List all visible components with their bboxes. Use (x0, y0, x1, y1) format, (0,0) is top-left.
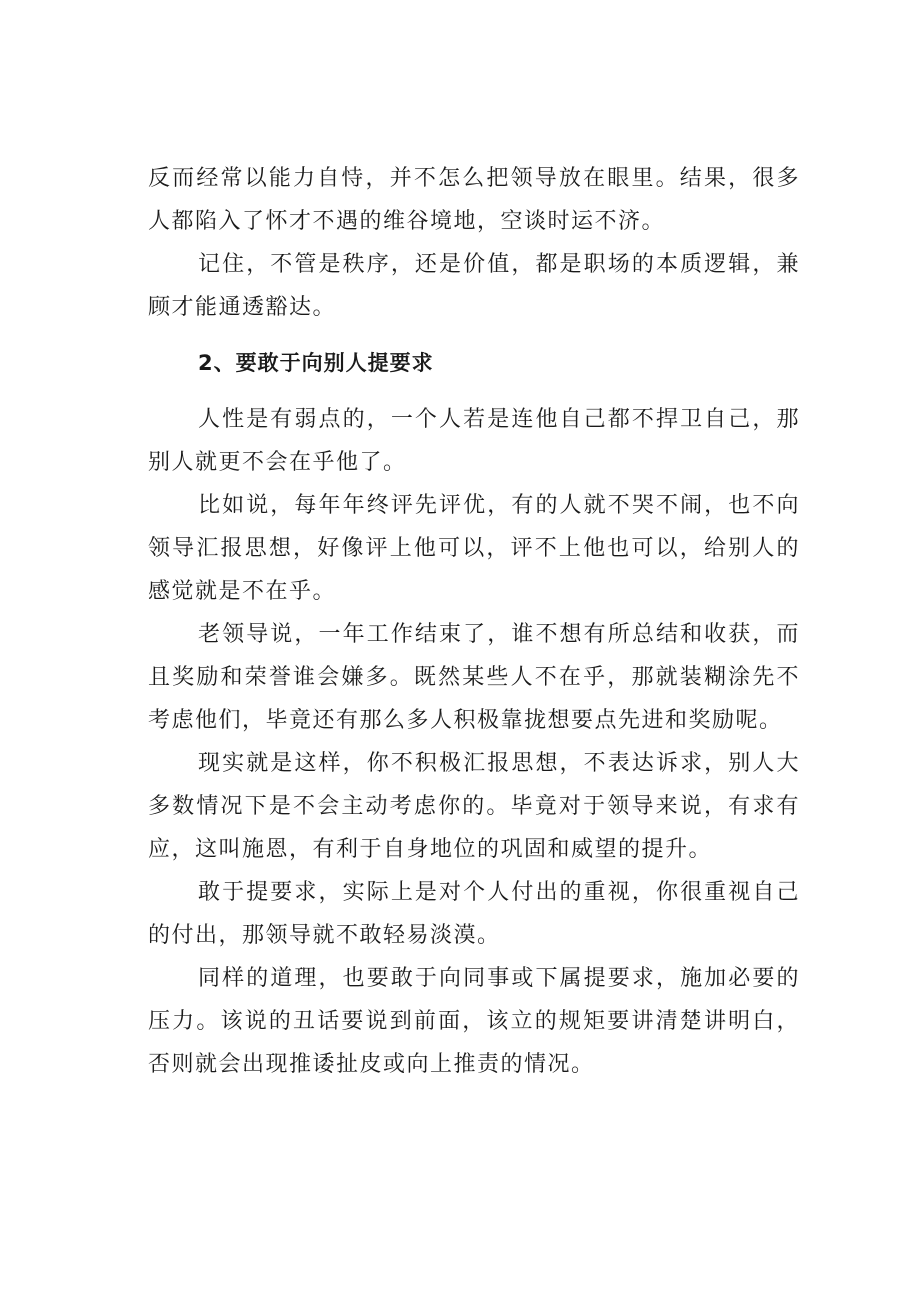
paragraph-human-nature: 人性是有弱点的，一个人若是连他自己都不捍卫自己，那别人就更不会在乎他了。 (148, 407, 800, 475)
paragraph-year-end-evaluation: 比如说，每年年终评先评优，有的人就不哭不闹，也不向领导汇报思想，好像评上他可以，评不上他也可以，给别人的感觉就是不在乎。 (148, 493, 800, 604)
paragraph-dare-to-ask: 敢于提要求，实际上是对个人付出的重视，你很重视自己的付出，那领导就不敢轻易淡漠。 (148, 880, 800, 948)
section-heading: 2、要敢于向别人提要求 (198, 351, 434, 375)
paragraph-continuation: 反而经常以能力自恃，并不怎么把领导放在眼里。结果，很多人都陷入了怀才不遇的维谷境地，空谈时运不济。 (148, 166, 800, 234)
paragraph-remember: 记住，不管是秩序，还是价值，都是职场的本质逻辑，兼顾才能通透豁达。 (148, 252, 800, 320)
paragraph-reality: 现实就是这样，你不积极汇报思想，不表达诉求，别人大多数情况下是不会主动考虑你的。毕竟对于领导来说，有求有应，这叫施恩，有利于自身地位的巩固和威望的提升。 (148, 751, 800, 862)
paragraph-old-leader-said: 老领导说，一年工作结束了，谁不想有所总结和收获，而且奖励和荣誉谁会嫌多。既然某些人不在乎，那就装糊涂先不考虑他们，毕竟还有那么多人积极靠拢想要点先进和奖励呢。 (148, 622, 800, 733)
document-body (148, 157, 800, 1086)
paragraph-same-principle: 同样的道理，也要敢于向同事或下属提要求，施加必要的压力。该说的丑话要说到前面，该立的规矩要讲清楚讲明白，否则就会出现推诿扯皮或向上推责的情况。 (148, 966, 800, 1077)
